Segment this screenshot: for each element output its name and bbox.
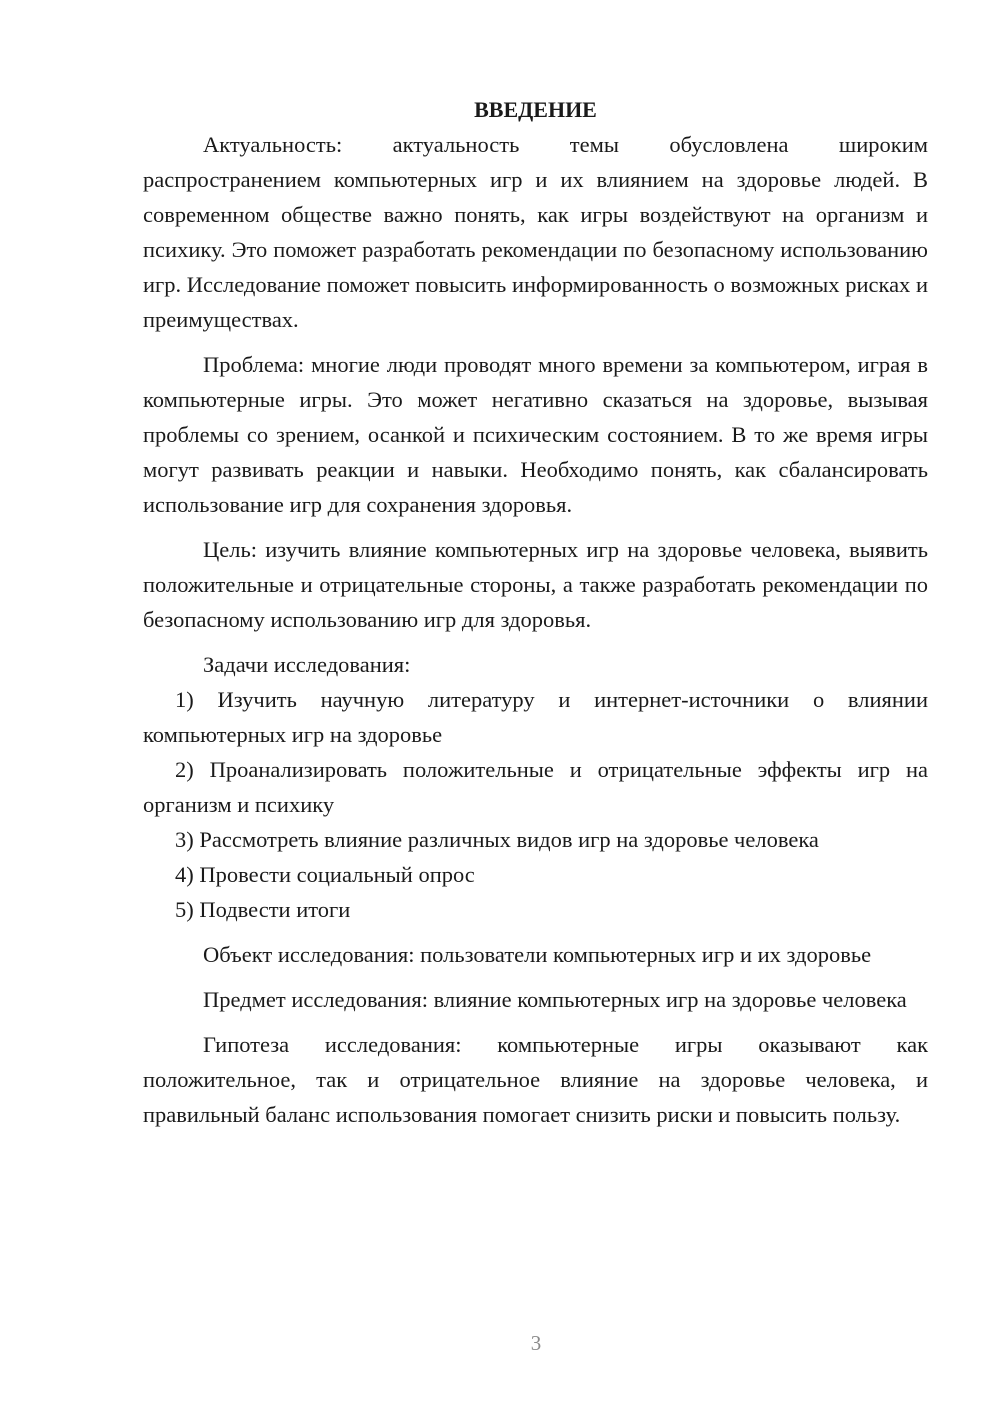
page-number: 3 (530, 1331, 542, 1355)
tasks-title: Задачи исследования: (203, 652, 411, 677)
list-item-task-1: 1) Изучить научную литературу и интернет-источники о влиянии компьютерных игр на здоровье (143, 687, 928, 747)
paragraph-problem: Проблема: многие люди проводят много времени за компьютером, играя в компьютерные игры. Это может негативно сказаться на здоровье, вызывая проблемы со зрением, осанкой и психическим состоянием. В то же время игры могут развивать реакции и навыки. Необходимо понять, как сбалансировать использование игр для сохранения здоровья. (143, 352, 928, 517)
section-heading: ВВЕДЕНИЕ (474, 97, 597, 122)
paragraph-object: Объект исследования: пользователи компьютерных игр и их здоровье (203, 942, 872, 967)
paragraph-relevance: Актуальность: актуальность темы обусловлена широким распространением компьютерных игр и их влиянием на здоровье людей. В современном обществе важно понять, как игры воздействуют на организм и психику. Это поможет разработать рекомендации по безопасному использованию игр. Исследование поможет повысить информированность о возможных рисках и преимуществах. (143, 132, 928, 332)
tasks-list (143, 682, 928, 927)
list-item-task-3: 3) Рассмотреть влияние различных видов игр на здоровье человека (175, 827, 819, 852)
list-item-task-4: 4) Провести социальный опрос (175, 862, 475, 887)
paragraph-subject: Предмет исследования: влияние компьютерных игр на здоровье человека (203, 987, 907, 1012)
paragraph-goal: Цель: изучить влияние компьютерных игр на здоровье человека, выявить положительные и отрицательные стороны, а также разработать рекомендации по безопасному использованию игр для здоровья. (143, 537, 928, 632)
paragraph-hypothesis: Гипотеза исследования: компьютерные игры оказывают как положительное, так и отрицательное влияние на здоровье человека, и правильный баланс использования помогает снизить риски и повысить пользу. (143, 1032, 928, 1127)
list-item-task-5: 5) Подвести итоги (175, 897, 351, 922)
list-item-task-2: 2) Проанализировать положительные и отрицательные эффекты игр на организм и психику (143, 757, 928, 817)
page-content (143, 92, 928, 1132)
